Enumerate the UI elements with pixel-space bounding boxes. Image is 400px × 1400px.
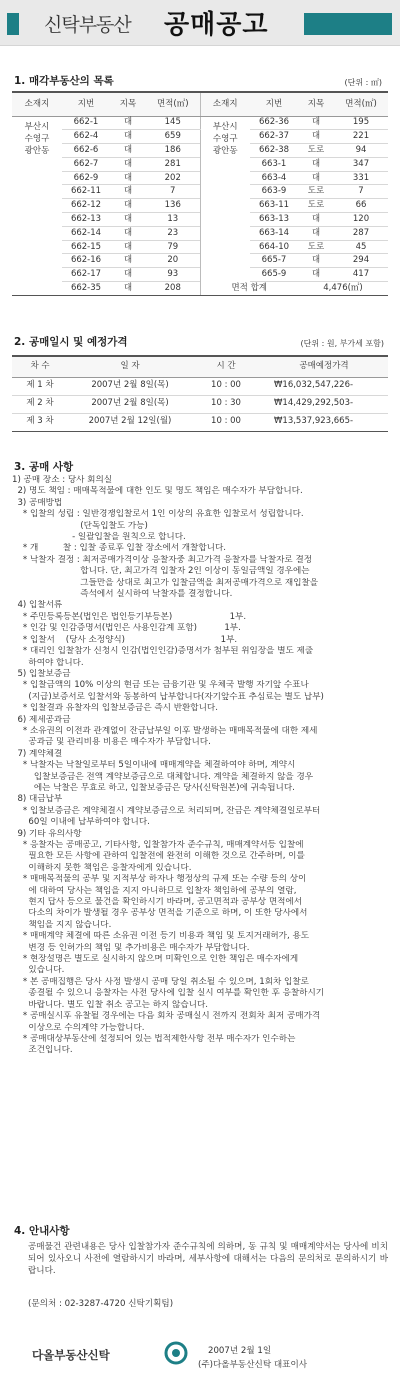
terms-line: 에는 낙찰은 무효로 하고, 입찰보증금은 당사(신탁원본)에 귀속됩니다. bbox=[12, 782, 295, 793]
table-cell: 208 bbox=[146, 282, 200, 296]
terms-line: 입찰보증금은 전액 계약보증금으로 대체합니다. 계약을 체결하지 않을 경우 bbox=[12, 771, 314, 782]
table-cell: 94 bbox=[334, 144, 388, 158]
table-cell: 662-36 bbox=[250, 116, 298, 130]
location-line: 부산시 bbox=[212, 121, 238, 132]
table-header-row bbox=[12, 92, 388, 116]
table-cell: 20 bbox=[146, 254, 200, 268]
table-cell: 대 bbox=[110, 157, 146, 171]
table-cell: 대 bbox=[110, 130, 146, 144]
terms-line: 6) 제세공과금 bbox=[12, 714, 71, 725]
table-cell: 662-11 bbox=[62, 185, 110, 199]
terms-line: 공과금 및 관리비용 비용은 매수자가 부담합니다. bbox=[12, 737, 211, 748]
table-cell: 대 bbox=[298, 157, 334, 171]
terms-line: * 본 공매집행은 당사 사정 발생시 공매 당일 취소될 수 있으며, 1회차 입찰로 bbox=[12, 976, 309, 987]
table-cell: 662-7 bbox=[62, 157, 110, 171]
total-label: 면적 합계 bbox=[200, 282, 298, 296]
terms-line: 7) 계약체결 bbox=[12, 748, 63, 759]
table-cell: 대 bbox=[110, 226, 146, 240]
col-header: 소재지 bbox=[12, 92, 62, 116]
table-cell: 665-9 bbox=[250, 268, 298, 282]
location-line: 수영구 bbox=[212, 133, 238, 144]
table-cell: ₩13,537,923,665- bbox=[260, 413, 388, 431]
table-cell: 7 bbox=[146, 185, 200, 199]
terms-line: * 개 찰 : 입찰 종료후 입찰 장소에서 개찰합니다. bbox=[12, 543, 226, 554]
table-cell: 대 bbox=[110, 199, 146, 213]
table-cell: 120 bbox=[334, 213, 388, 227]
table-cell: 대 bbox=[110, 254, 146, 268]
table-cell: 281 bbox=[146, 157, 200, 171]
location-cell bbox=[200, 116, 250, 282]
table-cell: 대 bbox=[298, 226, 334, 240]
table-cell: 대 bbox=[110, 282, 146, 296]
table-header-row bbox=[12, 356, 388, 377]
section1-unit: (단위 : ㎡) bbox=[344, 78, 382, 87]
terms-line: 책임을 지지 않습니다. bbox=[12, 919, 112, 930]
table-cell: 662-12 bbox=[62, 199, 110, 213]
table-cell: 79 bbox=[146, 240, 200, 254]
total-value: 4,476(㎡) bbox=[298, 282, 388, 296]
location-cell bbox=[12, 116, 62, 282]
terms-line: 4) 입찰서류 bbox=[12, 600, 63, 611]
location-line: 수영구 bbox=[24, 133, 50, 144]
table-cell: 221 bbox=[334, 130, 388, 144]
col-header: 면적(㎡) bbox=[146, 92, 200, 116]
table-cell: 662-14 bbox=[62, 226, 110, 240]
header-accent-bar-left bbox=[7, 13, 19, 35]
table-cell: 도로 bbox=[298, 240, 334, 254]
section3-heading: 3. 공매 사항 bbox=[14, 461, 74, 473]
table-cell: 10 : 30 bbox=[192, 395, 260, 413]
table-cell: 2007년 2월 8일(목) bbox=[68, 377, 192, 395]
col-header: 면적(㎡) bbox=[334, 92, 388, 116]
table-cell: 663-9 bbox=[250, 185, 298, 199]
location-line: 광안동 bbox=[24, 146, 50, 157]
terms-line: 필요한 모든 사항에 관하여 입찰전에 완전히 이해한 것으로 간주하며, 이를 bbox=[12, 851, 305, 862]
section4-heading: 4. 안내사항 bbox=[14, 1225, 70, 1237]
table-cell: 664-10 bbox=[250, 240, 298, 254]
table-cell: 대 bbox=[110, 185, 146, 199]
terms-line: * 입찰서 (당사 소정양식) 1부. bbox=[12, 634, 238, 645]
table-cell: 대 bbox=[110, 213, 146, 227]
terms-line: * 응찰자는 공매공고, 기타사항, 입찰참가자 준수규칙, 매매계약서등 입찰에 bbox=[12, 840, 304, 850]
notice-date: 2007년 2월 1일 bbox=[208, 1346, 272, 1356]
table-cell: 145 bbox=[146, 116, 200, 130]
terms-line: * 매매목적물의 공부 및 지적부상 하자나 행정상의 규제 또는 수량 등의 상이 bbox=[12, 874, 307, 885]
col-header: 지목 bbox=[110, 92, 146, 116]
table-cell: 대 bbox=[110, 268, 146, 282]
terms-line: 9) 기타 유의사항 bbox=[12, 828, 82, 839]
terms-line: 바랍니다. 별도 입찰 취소 공고는 하지 않습니다. bbox=[12, 999, 208, 1010]
table-cell: 287 bbox=[334, 226, 388, 240]
terms-line: 에 대하여 당사는 책임을 지지 아니하므로 입찰자 책임하에 공부의 열람, bbox=[12, 885, 297, 896]
table-cell: 93 bbox=[146, 268, 200, 282]
terms-line: 8) 대금납부 bbox=[12, 794, 63, 805]
col-header: 차 수 bbox=[12, 356, 68, 377]
table-cell: 제 1 차 bbox=[12, 377, 68, 395]
terms-line: * 입찰보증금은 계약체결시 계약보증금으로 처리되며, 잔금은 계약체결일로부터 bbox=[12, 805, 321, 816]
table-cell: 제 2 차 bbox=[12, 395, 68, 413]
table-cell: 662-6 bbox=[62, 144, 110, 158]
table-cell: 662-9 bbox=[62, 171, 110, 185]
table-cell: 13 bbox=[146, 213, 200, 227]
table-cell: 대 bbox=[298, 130, 334, 144]
table-cell: 294 bbox=[334, 254, 388, 268]
table-cell: 417 bbox=[334, 268, 388, 282]
table-row bbox=[12, 395, 388, 413]
terms-line: * 낙찰자는 낙찰일로부터 5일이내에 매매계약을 체결하여야 하며, 계약시 bbox=[12, 760, 296, 771]
terms-line: 현지 답사 등으로 물건을 확인하시기 바라며, 공고면적과 공부상 면적에서 bbox=[12, 897, 303, 908]
table-row bbox=[12, 377, 388, 395]
col-header: 시 간 bbox=[192, 356, 260, 377]
guidance-paragraph: 공매물건 관련내용은 당사 입찰참가자 준수규칙에 의하며, 동 규칙 및 매매계약서는 당사에 비치되어 있사오니 사전에 열람하시기 바라며, 세부사항에 대해서는 다음의 문의처로 문의하시기 바랍니다. bbox=[28, 1242, 388, 1276]
terms-line: 합니다. 단, 최고가격 입찰자 2인 이상이 동일금액일 경우에는 bbox=[12, 566, 310, 577]
table-cell: 45 bbox=[334, 240, 388, 254]
col-header: 지목 bbox=[298, 92, 334, 116]
table-cell: 662-1 bbox=[62, 116, 110, 130]
col-header: 지번 bbox=[62, 92, 110, 116]
table-cell: 도로 bbox=[298, 199, 334, 213]
table-cell: 대 bbox=[110, 171, 146, 185]
terms-line: * 매매계약 체결에 따른 소유권 이전 등기 비용과 책임 및 토지거래허가, 용도 bbox=[12, 931, 310, 942]
table-cell: 662-16 bbox=[62, 254, 110, 268]
table-cell: 663-4 bbox=[250, 171, 298, 185]
table-cell: 도로 bbox=[298, 185, 334, 199]
auction-terms-body bbox=[12, 475, 394, 1057]
table-cell: ₩14,429,292,503- bbox=[260, 395, 388, 413]
terms-line: * 소유권의 이전과 관계없이 잔금납부일 이후 발생하는 매매목적물에 대한 제세 bbox=[12, 725, 318, 736]
location-line: 광안동 bbox=[212, 146, 238, 157]
col-header: 공매예정가격 bbox=[260, 356, 388, 377]
location-cell bbox=[12, 282, 62, 296]
terms-line: 다소의 차이가 발생될 경우 공부상 면적을 기준으로 하며, 이 또한 당사에서 bbox=[12, 908, 308, 919]
table-cell: 202 bbox=[146, 171, 200, 185]
terms-line: 60일 이내에 납부하여야 합니다. bbox=[12, 817, 150, 828]
property-list-table bbox=[12, 91, 388, 296]
section1-heading: 1. 매각부동산의 목록 bbox=[14, 75, 114, 87]
table-row bbox=[12, 116, 388, 130]
col-header: 소재지 bbox=[200, 92, 250, 116]
table-cell: 대 bbox=[110, 240, 146, 254]
table-cell: 662-35 bbox=[62, 282, 110, 296]
table-cell: 대 bbox=[298, 116, 334, 130]
table-cell: 10 : 00 bbox=[192, 413, 260, 431]
table-cell: 186 bbox=[146, 144, 200, 158]
table-cell: 10 : 00 bbox=[192, 377, 260, 395]
contact-info: (문의처 : 02-3287-4720 신탁기획팀) bbox=[28, 1299, 174, 1309]
table-cell: 662-17 bbox=[62, 268, 110, 282]
table-row bbox=[12, 282, 388, 296]
table-cell: 제 3 차 bbox=[12, 413, 68, 431]
terms-line: * 입찰금액의 10% 이상의 현금 또는 금융기관 및 우체국 발행 자기앞 수표나 bbox=[12, 680, 309, 691]
header-accent-bar-right bbox=[304, 13, 392, 35]
table-cell: 662-38 bbox=[250, 144, 298, 158]
table-cell: ₩16,032,547,226- bbox=[260, 377, 388, 395]
terms-line: * 주민등록등본(법인은 법인등기부등본) 1부. bbox=[12, 611, 247, 622]
table-cell: 659 bbox=[146, 130, 200, 144]
table-row bbox=[12, 413, 388, 431]
col-header: 지번 bbox=[250, 92, 298, 116]
table-cell: 662-13 bbox=[62, 213, 110, 227]
terms-line: * 대리인 입찰참가 신청시 인감(법인인감)증명서가 첨부된 위임장을 별도 제출 bbox=[12, 646, 314, 657]
table-cell: 195 bbox=[334, 116, 388, 130]
table-cell: 347 bbox=[334, 157, 388, 171]
table-cell: 대 bbox=[110, 116, 146, 130]
table-cell: 136 bbox=[146, 199, 200, 213]
terms-line: 이상으로 수의계약 가능합니다. bbox=[12, 1022, 145, 1033]
terms-line: 그들만을 상대로 최고가 입찰금액을 최저공매가격으로 재입찰을 bbox=[12, 577, 319, 588]
terms-line: 하여야 합니다. bbox=[12, 657, 84, 668]
location-line: 부산시 bbox=[24, 121, 50, 132]
table-cell: 662-15 bbox=[62, 240, 110, 254]
terms-line: 3) 공매방법 bbox=[12, 497, 63, 508]
company-logo-icon bbox=[164, 1341, 188, 1365]
table-cell: 663-14 bbox=[250, 226, 298, 240]
table-cell: 대 bbox=[298, 171, 334, 185]
terms-line: 2) 명도 책임 : 매매목적물에 대한 인도 및 명도 책임은 매수자가 부담합니다. bbox=[12, 486, 303, 497]
terms-line: 있습니다. bbox=[12, 965, 65, 976]
terms-line: * 인감 및 인감증명서(법인은 사용인감계 포함) 1부. bbox=[12, 623, 241, 634]
table-cell: 대 bbox=[298, 213, 334, 227]
table-cell: 대 bbox=[110, 144, 146, 158]
company-signature: (주)다올부동산신탁 대표이사 bbox=[198, 1360, 308, 1370]
table-cell: 662-37 bbox=[250, 130, 298, 144]
header-title: 공매공고 bbox=[164, 10, 269, 40]
table-cell: 663-11 bbox=[250, 199, 298, 213]
terms-line: * 낙찰자 결정 : 최저공매가격이상 응찰자중 최고가격 응찰자를 낙찰자로 결정 bbox=[12, 554, 313, 565]
terms-line: 조건입니다. bbox=[12, 1045, 73, 1056]
table-cell: 7 bbox=[334, 185, 388, 199]
terms-line: * 공매실시후 유찰될 경우에는 다음 회차 공매실시 전까지 전회차 최저 공매가격 bbox=[12, 1011, 321, 1022]
terms-line: * 입찰의 성립 : 일반경쟁입찰로서 1인 이상의 유효한 입찰로서 성립합니다. bbox=[12, 509, 304, 520]
terms-line: 이해하지 못한 책임은 응찰자에게 있습니다. bbox=[12, 862, 192, 873]
terms-line: (지급)보증서로 입찰서와 동봉하여 납부합니다(자기앞수표 추심료는 별도 납부) bbox=[12, 691, 324, 702]
section2-unit: (단위 : 원, 부가세 포함) bbox=[300, 339, 384, 348]
table-cell: 2007년 2월 8일(목) bbox=[68, 395, 192, 413]
auction-schedule-table bbox=[12, 355, 388, 432]
section2-heading: 2. 공매일시 및 예정가격 bbox=[14, 336, 128, 348]
table-cell: 23 bbox=[146, 226, 200, 240]
table-cell: 도로 bbox=[298, 144, 334, 158]
terms-line: - 일괄입찰을 원칙으로 합니다. bbox=[12, 532, 186, 543]
table-cell: 대 bbox=[298, 254, 334, 268]
table-cell: 331 bbox=[334, 171, 388, 185]
terms-line: 5) 입찰보증금 bbox=[12, 668, 71, 679]
table-cell: 2007년 2월 12일(월) bbox=[68, 413, 192, 431]
terms-line: 즉석에서 실시하여 낙찰자를 결정합니다. bbox=[12, 589, 233, 600]
table-cell: 66 bbox=[334, 199, 388, 213]
table-cell: 대 bbox=[298, 268, 334, 282]
terms-line: 1) 공매 장소 : 당사 회의실 bbox=[12, 475, 113, 485]
terms-line: 변경 등 인허가의 책임 및 추가비용은 매수자가 부담합니다. bbox=[12, 942, 250, 953]
col-header: 일 자 bbox=[68, 356, 192, 377]
table-cell: 662-4 bbox=[62, 130, 110, 144]
table-cell: 665-7 bbox=[250, 254, 298, 268]
terms-line: 종결될 수 있으니 응찰자는 사전 당사에 입찰 실시 여부를 확인한 후 응찰하시기 bbox=[12, 988, 325, 999]
table-cell: 663-13 bbox=[250, 213, 298, 227]
company-logo-text: 다올부동산신탁 bbox=[32, 1348, 110, 1362]
terms-line: * 입찰결과 유찰자의 입찰보증금은 즉시 반환합니다. bbox=[12, 703, 218, 714]
header-subtitle: 신탁부동산 bbox=[44, 14, 131, 36]
terms-line: (단독입찰도 가능) bbox=[12, 520, 148, 531]
header-banner bbox=[0, 0, 400, 46]
terms-line: * 공매대상부동산에 설정되어 있는 법적제한사항 전부 매수자가 인수하는 bbox=[12, 1033, 296, 1044]
table-cell: 663-1 bbox=[250, 157, 298, 171]
terms-line: * 현장설명은 별도로 실시하지 않으며 미확인으로 인한 책임은 매수자에게 bbox=[12, 954, 299, 965]
